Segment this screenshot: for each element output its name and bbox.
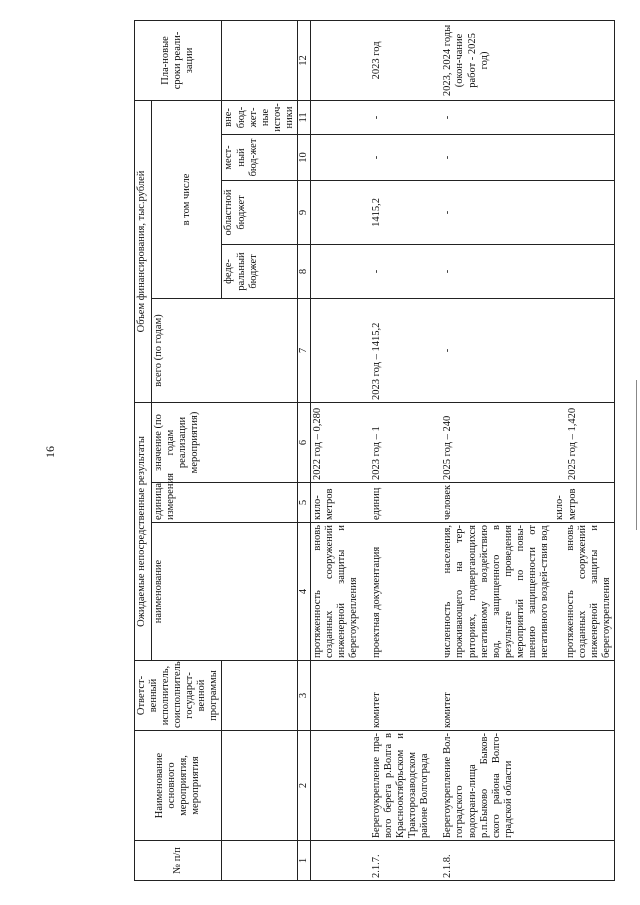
row-result-value: 2022 год – 0,280 [310, 402, 361, 482]
row-federal: - [432, 244, 614, 298]
row-name: Берегоукрепление Вол-гоградского водохрани-лища р.п.Быково Быков-ского района Волго-градской области [432, 731, 614, 841]
column-number: 8 [297, 244, 310, 298]
row-result-unit: кило-метров [554, 488, 578, 520]
row-total [310, 298, 361, 402]
column-number: 9 [297, 180, 310, 244]
row-result-name-cell [432, 523, 614, 661]
row-regional [310, 180, 361, 244]
row-responsible [310, 661, 361, 731]
header-responsible: Ответст-венный исполнитель, соисполнитель государст-венной программы [135, 661, 222, 731]
row-num [310, 841, 361, 881]
column-number: 6 [297, 402, 310, 482]
financing-table [134, 20, 615, 881]
row-period: 2023, 2024 годы (окон-чание работ - 2025 год) [432, 20, 614, 100]
row-federal: - [361, 244, 432, 298]
row-result-unit-cell [432, 483, 614, 523]
row-regional: - [432, 180, 614, 244]
row-result-value: 2025 год – 1,420 [567, 407, 579, 480]
row-federal [310, 244, 361, 298]
row-result-name: протяженность вновь созданных сооружений инженерной защиты и берегоукрепления [564, 525, 613, 658]
column-number: 11 [297, 100, 310, 134]
row-result-unit: человек [442, 484, 454, 520]
row-result-unit: кило-метров [310, 483, 361, 523]
column-number: 12 [297, 20, 310, 100]
row-total: - [432, 298, 614, 402]
row-result-value-cell [432, 402, 614, 482]
table-rotated-container [134, 21, 624, 881]
row-responsible: комитет [432, 661, 614, 731]
table-row [310, 20, 361, 880]
page-number: 16 [43, 446, 57, 458]
row-num: 2.1.7. [361, 841, 432, 881]
header-empty-1 [222, 841, 297, 881]
header-federal: феде-ральный бюджет [222, 244, 297, 298]
column-number: 5 [297, 483, 310, 523]
header-finance-group: Объем финансирования, тыс.рублей [135, 100, 152, 402]
header-total: всего (по годам) [152, 298, 298, 402]
row-local: - [432, 134, 614, 180]
header-result-unit: единица измерения [152, 483, 298, 523]
header-period: Пла-новые сроки реали-зации [135, 20, 222, 100]
header-empty-3 [222, 661, 297, 731]
row-period [310, 20, 361, 100]
column-number: 3 [297, 661, 310, 731]
header-result-name: наименование [152, 523, 298, 661]
header-including-group: в том числе [152, 100, 222, 298]
row-name [310, 731, 361, 841]
row-num: 2.1.8. [432, 841, 614, 881]
header-local: мест-ный бюд-жет [222, 134, 297, 180]
header-result-value: значение (по годам реализации мероприятия) [152, 402, 298, 482]
row-local: - [361, 134, 432, 180]
row-responsible: комитет [361, 661, 432, 731]
row-result-unit: единиц [361, 483, 432, 523]
row-extrabudget [310, 100, 361, 134]
header-name: Наименование основного мероприятия, мероприятия [135, 731, 222, 841]
table-row [432, 20, 614, 880]
scan-edge-line [636, 380, 637, 530]
row-local [310, 134, 361, 180]
header-empty-4 [222, 20, 297, 100]
column-number: 1 [297, 841, 310, 881]
header-empty-2 [222, 731, 297, 841]
header-num: № п/п [135, 841, 222, 881]
row-period: 2023 год [361, 20, 432, 100]
column-number: 7 [297, 298, 310, 402]
row-result-name: численность населения, проживающего на тер-риториях, подвергающихся негативному воздействию вод, защищенного в результате проведения мероприятий по повы-шению защищенности от негативного воздей-ствия вод [442, 525, 550, 658]
row-result-value: 2025 год – 240 [442, 415, 454, 480]
row-result-name: протяженность вновь созданных сооружений инженерной защиты и берегоукрепления [310, 523, 361, 661]
row-total: 2023 год – 1415,2 [361, 298, 432, 402]
row-extrabudget: - [361, 100, 432, 134]
header-extrabudget: вне-бюд-жет-ные источ-ники [222, 100, 297, 134]
row-result-value: 2023 год – 1 [361, 402, 432, 482]
table-row [361, 20, 432, 880]
header-results-group: Ожидаемые непосредственные результаты [135, 402, 152, 660]
row-name: Берегоукрепление пра-вого берега р.Волга в Краснооктябрьском и Тракторозаводском районе Волгограда [361, 731, 432, 841]
column-number: 10 [297, 134, 310, 180]
column-number: 2 [297, 731, 310, 841]
row-result-name: проектная документация [361, 523, 432, 661]
row-regional: 1415,2 [361, 180, 432, 244]
row-extrabudget: - [432, 100, 614, 134]
header-regional: областной бюджет [222, 180, 297, 244]
column-number: 4 [297, 523, 310, 661]
